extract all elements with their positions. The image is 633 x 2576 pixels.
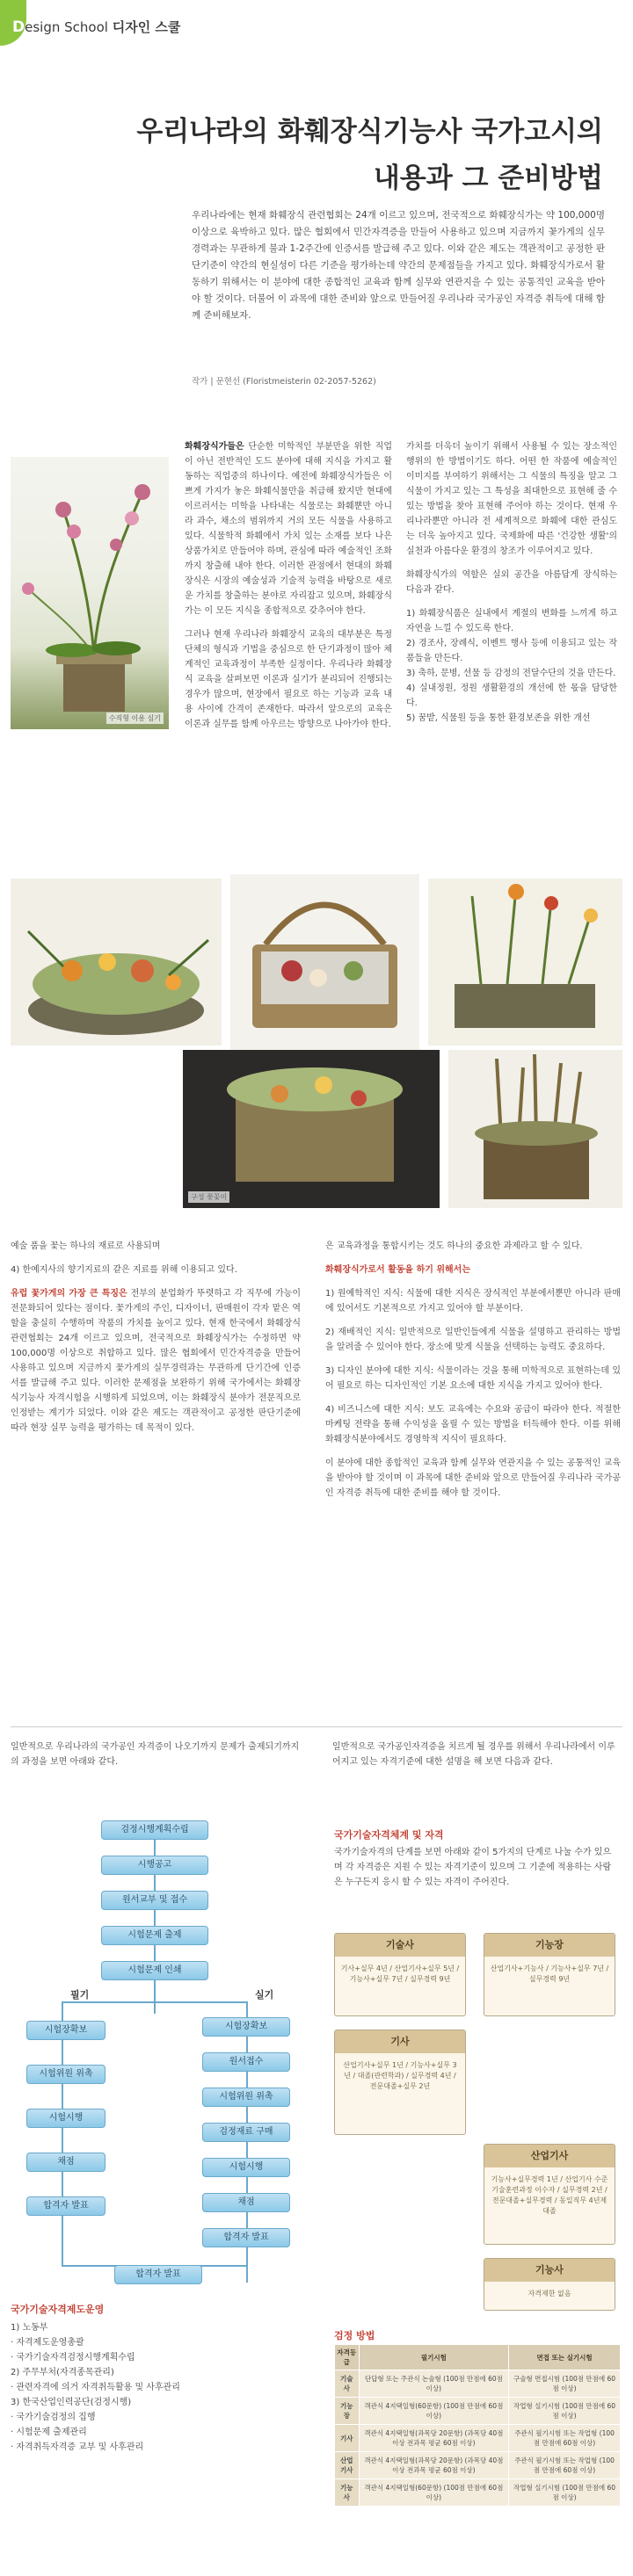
org-item: · 국가기술검정의 집행 bbox=[11, 2413, 96, 2422]
magazine-header bbox=[0, 0, 633, 53]
practical-step: 시험장확보 bbox=[202, 2017, 290, 2037]
written-step: 합격자 발표 bbox=[26, 2196, 106, 2216]
qualification-description: 국가기술자격의 단계를 보면 아래와 같이 5가지의 단계로 나눌 수가 있으며 각 자격증은 지원 수 있는 자격기준이 있으며 그 기준에 적용하는 사람은 누구든지 응시 할 수 있는 자격이 주어진다. bbox=[334, 1848, 612, 1887]
level-title: 기술사 bbox=[335, 1934, 465, 1957]
table-cell: 기능사 bbox=[335, 2479, 360, 2507]
orchid-photo-caption: 수직형 이용 심기 bbox=[106, 713, 164, 724]
col-c-paragraph-0: 예술 품을 꽃는 하나의 재료로 사용되며 bbox=[11, 1241, 161, 1251]
col-c-heading: 유럽 꽃가게의 가장 큰 특징은 bbox=[11, 1289, 127, 1299]
role-item: 1) 화훼장식품은 실내에서 계절의 변화를 느끼게 하고 자연을 느낄 수 있도록 한다. bbox=[406, 609, 617, 633]
table-cell: 산업기사 bbox=[335, 2452, 360, 2479]
table-cell: 기사 bbox=[335, 2425, 360, 2452]
flow-step: 시험문제 인쇄 bbox=[101, 1961, 208, 1980]
col-c-paragraph-2 bbox=[11, 1286, 301, 1436]
table-row bbox=[335, 2479, 621, 2507]
role-list bbox=[406, 606, 617, 726]
brand-name: esign School bbox=[25, 19, 108, 35]
flow-step: 검정시행계획수립 bbox=[101, 1820, 208, 1840]
level-title: 기능장 bbox=[484, 1934, 615, 1957]
col-d-closing: 이 분야에 대한 종합적인 교육과 함께 실무와 연관지을 수 있는 공통적인 교육을 받아야 할 것이며 이 과목에 대한 준비와 앞으로 만들어질 우리나라 국가공인 자격증 취득에 대한 준비를 해야 할 것이다. bbox=[325, 1458, 621, 1498]
table-header: 자격등급 bbox=[335, 2345, 360, 2370]
arrangement-illustration-3 bbox=[428, 879, 622, 1046]
table-row bbox=[335, 2398, 621, 2425]
exam-method-table bbox=[334, 2344, 621, 2507]
practical-step: 시험위원 위촉 bbox=[202, 2088, 290, 2107]
col-a-lead-label: 화훼장식가들은 bbox=[185, 442, 244, 452]
branch-written-label: 필기 bbox=[70, 1989, 90, 2001]
table-header-row bbox=[335, 2345, 621, 2370]
table-cell: 기술사 bbox=[335, 2370, 360, 2398]
level-box bbox=[484, 2258, 615, 2311]
arrangement-photo-4 bbox=[183, 1050, 440, 1208]
org-item: · 자격제도운영총괄 bbox=[11, 2338, 84, 2348]
arrangement-photo-1 bbox=[11, 879, 222, 1046]
article-column-c bbox=[11, 1239, 301, 1444]
col-c-paragraph-1: 4) 한예지사의 향기지료의 같은 지료를 위해 이용되고 있다. bbox=[11, 1265, 237, 1275]
table-cell: 객관식 4지택일형(과목당 20문항) (과목당 40점 이상 전과목 평균 60점 이상) bbox=[359, 2452, 508, 2479]
level-desc: 기능사+실무경력 1년 / 산업기사 수준 기술훈련과정 이수자 / 실무경력 2년 / 전문대졸+실무경력 / 동일직무 4년제 대졸 bbox=[491, 2175, 608, 2215]
final-step: 합격자 발표 bbox=[114, 2265, 202, 2284]
article-column-b bbox=[406, 439, 617, 726]
section-divider bbox=[11, 1726, 622, 1727]
flow-written-line bbox=[62, 2001, 63, 2265]
exam-method-heading: 검정 방법 bbox=[334, 2330, 375, 2341]
arrangement-photo-2 bbox=[230, 874, 419, 1050]
organization-heading: 국가기술자격제도운영 bbox=[11, 2304, 105, 2315]
table-header: 필기시험 bbox=[359, 2345, 508, 2370]
bottom-photo-caption: 구성 꽃꽂이 bbox=[188, 1191, 229, 1203]
level-desc: 자격제한 없음 bbox=[528, 2290, 571, 2297]
level-desc: 산업기사+기능사 / 기능사+실무 7년 / 실무경력 9년 bbox=[490, 1965, 609, 1983]
brand-initial: D bbox=[12, 18, 25, 36]
level-box bbox=[484, 1933, 615, 2016]
written-step: 시험시행 bbox=[26, 2109, 106, 2128]
practical-step: 합격자 발표 bbox=[202, 2228, 290, 2247]
table-cell: 작업형 실기시험 (100점 만점에 60점 이상) bbox=[509, 2479, 621, 2507]
arrangement-illustration-4 bbox=[183, 1050, 440, 1208]
col-b-list-title: 화훼장식가의 역할은 실외 공간을 아름답게 장식하는 다음과 같다. bbox=[406, 570, 617, 595]
org-item: · 시험문제 출제관리 bbox=[11, 2428, 87, 2437]
flowchart-intro: 일반적으로 우리나라의 국가공인 자격증이 나오기까지 문제가 출제되기까지의 과정을 보면 아래와 같다. bbox=[11, 1742, 300, 1767]
table-row bbox=[335, 2452, 621, 2479]
knowledge-list bbox=[325, 1286, 621, 1447]
role-item: 3) 축하, 문병, 선물 등 감정의 전달수단의 것을 만든다. bbox=[406, 669, 616, 678]
branch-practical-label: 실기 bbox=[255, 1989, 274, 2001]
level-desc: 산업기사+실무 1년 / 기능사+실무 3년 / 대졸(관련학과) / 실무경력 4년 / 전문대졸+실무 2년 bbox=[343, 2061, 457, 2090]
table-cell: 주관식 필기시험 또는 작업형 (100점 만점에 60점 이상) bbox=[509, 2425, 621, 2452]
level-box bbox=[334, 2030, 466, 2135]
article-title bbox=[136, 109, 603, 195]
org-item: · 국가기술자격검정시행계획수립 bbox=[11, 2353, 135, 2363]
col-a-p1-text: 단순한 미학적인 부분만을 위한 직업이 아닌 전반적인 도드 분야에 대해 지식을 가지고 활동하는 직업중의 하나이다. 예전에 화훼장식가들은 이쁘게 가지가 놓은 화훼식물만을 취급해 왔지만 현대에 이르러서는 미학을 나타내는 식물로는 화훼뿐만 아니라 과수, 채소의 범위까지 거의 모든 식물을 사용하고 있다. 식물학적 화훼에서 가치 있는 소재를 보다 나은 상품가치로 만들어야 하며, 관심에 따라 예술적인 조화까지 창출해 내야 한다. 이러한 관점에서 현대의 화훼장식은 시장의 예술성과 기술적 능력을 바탕으로 새로운 가치를 창출하는 분야로 자리잡고 있으며, 화훼장식가는 이 모든 지식을 종합적으로 갖추어야 한다. bbox=[185, 442, 392, 616]
table-cell: 객관식 4지택일형(60문항) (100점 만점에 60점 이상) bbox=[359, 2398, 508, 2425]
table-cell: 객관식 4지택일형(60문항) (100점 만점에 60점 이상) bbox=[359, 2479, 508, 2507]
qualification-intro: 일반적으로 국가공인자격증을 치르게 될 경우를 위해서 우리나라에서 이루어지고 있는 자격기준에 대한 설명을 해 보면 다음과 같다. bbox=[332, 1742, 615, 1767]
knowledge-item: 2) 재배적인 지식: 일반적으로 일반인들에게 식물을 설명하고 관리하는 방법을 알려줄 수 있어야 한다. 장소에 맞게 식물을 선택하는 능력도 중요하다. bbox=[325, 1328, 621, 1352]
orchid-illustration bbox=[11, 457, 169, 729]
section-brand bbox=[12, 18, 180, 36]
flow-step: 시행공고 bbox=[101, 1856, 208, 1875]
article-column-a bbox=[185, 439, 392, 741]
table-cell: 단답형 또는 주관식 논술형 (100점 만점에 60점 이상) bbox=[359, 2370, 508, 2398]
flow-step: 시험문제 출제 bbox=[101, 1926, 208, 1945]
org-item: 2) 주무부처(자격종목관리) bbox=[11, 2368, 114, 2377]
arrangement-illustration-2 bbox=[230, 874, 419, 1050]
col-c-p2-text: 전부의 분업화가 뚜렷하고 각 직무에 가능이 전문화되어 있다는 점이다. 꽃가게의 주인, 디자이너, 판매원이 각자 맡은 역할을 충실히 수행하며 작품의 가치를 높이고 있다. 현재 한국에서 화훼장식 관련협회는 24개 이르고 있으며, 전국적으로 화훼장식가는 수정하면 약 100,000명 이상으로 취합하고 있다. 많은 협회에서 민간자격증을 만들어 사용하고 있으며 지금까지 꽃가게의 실무경력과는 무관하게 단기간에 인증서를 발급해 주고 있다. 이러한 문제점을 보완하기 위해 국가에서는 화훼장식기능사 자격시험을 시행하게 되었으며, 이는 화훼장식 분야가 전문직으로 인정받는 계기가 되었다. 이와 같은 제도는 객관적이고 공정한 판단기준에 따라 현장 실무 능력을 평가하는 데 목적이 있다. bbox=[11, 1289, 301, 1433]
written-step: 시험위원 위촉 bbox=[26, 2065, 106, 2084]
level-box bbox=[334, 1933, 466, 2016]
level-title: 기능사 bbox=[484, 2259, 615, 2282]
qualification-heading: 국가기술자격체계 및 자격 bbox=[334, 1829, 444, 1841]
orchid-arrangement-photo bbox=[11, 457, 169, 729]
table-row bbox=[335, 2370, 621, 2398]
col-a-paragraph-2: 그러나 현재 우리나라 화훼장식 교육의 대부분은 특정 단체의 형식과 기법을 중심으로 한 단기과정이 많아 체계적인 교육과정이 부족한 실정이다. 우리나라 화훼장식 교육을 살펴보면 이론과 실기가 분리되어 진행되는 경우가 많으며, 현장에서 필요로 하는 기능과 교육 내용 사이에 간격이 존재한다. 따라서 앞으로의 교육은 이론과 실무를 함께 아우르는 방향으로 나아가야 한다. bbox=[185, 630, 392, 729]
org-item: · 자격취득자격증 교부 및 사후관리 bbox=[11, 2442, 144, 2452]
table-header: 면접 또는 실기시험 bbox=[509, 2345, 621, 2370]
knowledge-item: 3) 디자인 분야에 대한 지식: 식물이라는 것을 통해 미학적으로 표현하는데 있어 필요로 하는 디자인적인 기본 요소에 대한 지식을 가지고 있어야 한다. bbox=[325, 1366, 621, 1391]
org-item: 3) 한국산업인력공단(검정시행) bbox=[11, 2398, 132, 2407]
author-credit: 작가 | 문현선 (Floristmeisterin 02-2057-5262) bbox=[192, 377, 376, 387]
written-step: 시험장확보 bbox=[26, 2021, 106, 2040]
col-d-heading: 화훼장식가로서 활동을 하기 위해서는 bbox=[325, 1265, 471, 1275]
table-cell: 기능장 bbox=[335, 2398, 360, 2425]
article-column-d bbox=[325, 1239, 621, 1509]
flow-branch-line bbox=[62, 2001, 246, 2003]
col-b-paragraph-1: 가치를 더욱더 높이기 위해서 사용될 수 있는 장소적인 행위의 한 방법이기도 하다. 어떤 한 작품에 예술적인 이미지를 부여하기 위해서는 그 식물의 특징을 알고 그 식물이 가지고 있는 그 특성을 최대한으로 표현해 줄 수 있는 방법을 찾아 표현해 주어야 하는 것이다. 현재 우리나라뿐만 아니라 전 세계적으로 화훼에 대한 관심도는 더욱 높아지고 있다. 국제화에 따른 '건강한 생활'의 실천과 아름다운 환경의 창조가 이루어지고 있다. bbox=[406, 442, 617, 556]
knowledge-item: 4) 비즈니스에 대한 지식: 보도 교육에는 수요와 공급이 따라야 한다. 적절한 마케팅 전략을 통해 수익성을 올릴 수 있는 방법을 터득해야 한다. 이를 위해 화훼장식분야에서도 경영학적 지식이 필요하다. bbox=[325, 1405, 621, 1444]
section-name: 디자인 스쿨 bbox=[112, 19, 181, 35]
arrangement-photo-5 bbox=[448, 1050, 622, 1208]
practical-step: 검정재료 구매 bbox=[202, 2123, 290, 2142]
table-row bbox=[335, 2425, 621, 2452]
practical-step: 채점 bbox=[202, 2193, 290, 2212]
written-step: 채점 bbox=[26, 2153, 106, 2172]
title-line-2: 내용과 그 준비방법 bbox=[373, 163, 603, 194]
knowledge-item: 1) 원예학적인 지식: 식물에 대한 지식은 장식적인 부분에서뿐만 아니라 판매에 있어서도 기본적으로 가지고 있어야 할 부분이다. bbox=[325, 1289, 621, 1313]
arrangement-illustration-1 bbox=[11, 879, 222, 1046]
flow-step: 원서교부 및 접수 bbox=[101, 1891, 208, 1910]
table-cell: 객관식 4지택일형(과목당 20문항) (과목당 40점 이상 전과목 평균 60점 이상) bbox=[359, 2425, 508, 2452]
table-cell: 주관식 필기시험 또는 작업형 (100점 만점에 60점 이상) bbox=[509, 2452, 621, 2479]
practical-step: 원서접수 bbox=[202, 2052, 290, 2072]
level-title: 기사 bbox=[335, 2030, 465, 2053]
org-item: 1) 노동부 bbox=[11, 2323, 48, 2333]
table-cell: 구술형 면접시험 (100점 만점에 60점 이상) bbox=[509, 2370, 621, 2398]
level-box bbox=[484, 2144, 615, 2245]
arrangement-illustration-5 bbox=[448, 1050, 622, 1208]
role-item: 5) 꿈밭, 식물원 등을 통한 환경보존을 위한 개선 bbox=[406, 713, 591, 723]
col-d-paragraph-0: 은 교육과정을 통합시키는 것도 하나의 중요한 과제라고 할 수 있다. bbox=[325, 1241, 583, 1251]
arrangement-photo-3 bbox=[428, 879, 622, 1046]
table-cell: 작업형 실기시험 (100점 만점에 60점 이상) bbox=[509, 2398, 621, 2425]
level-desc: 기사+실무 4년 / 산업기사+실무 5년 / 기능사+실무 7년 / 실무경력 9년 bbox=[340, 1965, 460, 1983]
role-item: 4) 실내정원, 정원 생활환경의 개선에 한 몫을 담당한다. bbox=[406, 684, 617, 708]
lead-paragraph: 우리나라에는 현재 화훼장식 관련협회는 24개 이르고 있으며, 전국적으로 화훼장식가는 약 100,000명 이상으로 육박하고 있다. 많은 협회에서 민간자격증을 만들어 사용하고 있으며 지금까지 꽃가게의 실무경력과는 무관하게 불과 1-2주간에 인증서를 발급해 주고 있다. 이와 같은 제도는 객관적이고 공정한 판단기준이 약간의 현실성이 다른 기준을 평가하는데 약간의 문제점들을 가지고 있다. 화훼장식가로서 활동하기 위해서는 이 분야에 대한 종합적인 교육과 함께 실무와 연관지을 수 있는 공통적인 교육을 받아야 할 것이다. 더불어 이 과목에 대한 준비와 앞으로 만들어질 우리나라 국가공인 자격증 취득에 대해 함께 준비해보자. bbox=[192, 210, 605, 321]
col-a-paragraph-1 bbox=[185, 439, 392, 619]
role-item: 2) 경조사, 장례식, 이벤트 행사 등에 이용되고 있는 작품들을 만든다. bbox=[406, 639, 617, 663]
level-title: 산업기사 bbox=[484, 2145, 615, 2167]
org-item: · 관련자격에 의거 자격취득활용 및 사후관리 bbox=[11, 2383, 180, 2392]
title-line-1: 우리나라의 화훼장식기능사 국가고시의 bbox=[136, 116, 603, 148]
organization-section bbox=[11, 2302, 301, 2455]
practical-step: 시험시행 bbox=[202, 2158, 290, 2177]
